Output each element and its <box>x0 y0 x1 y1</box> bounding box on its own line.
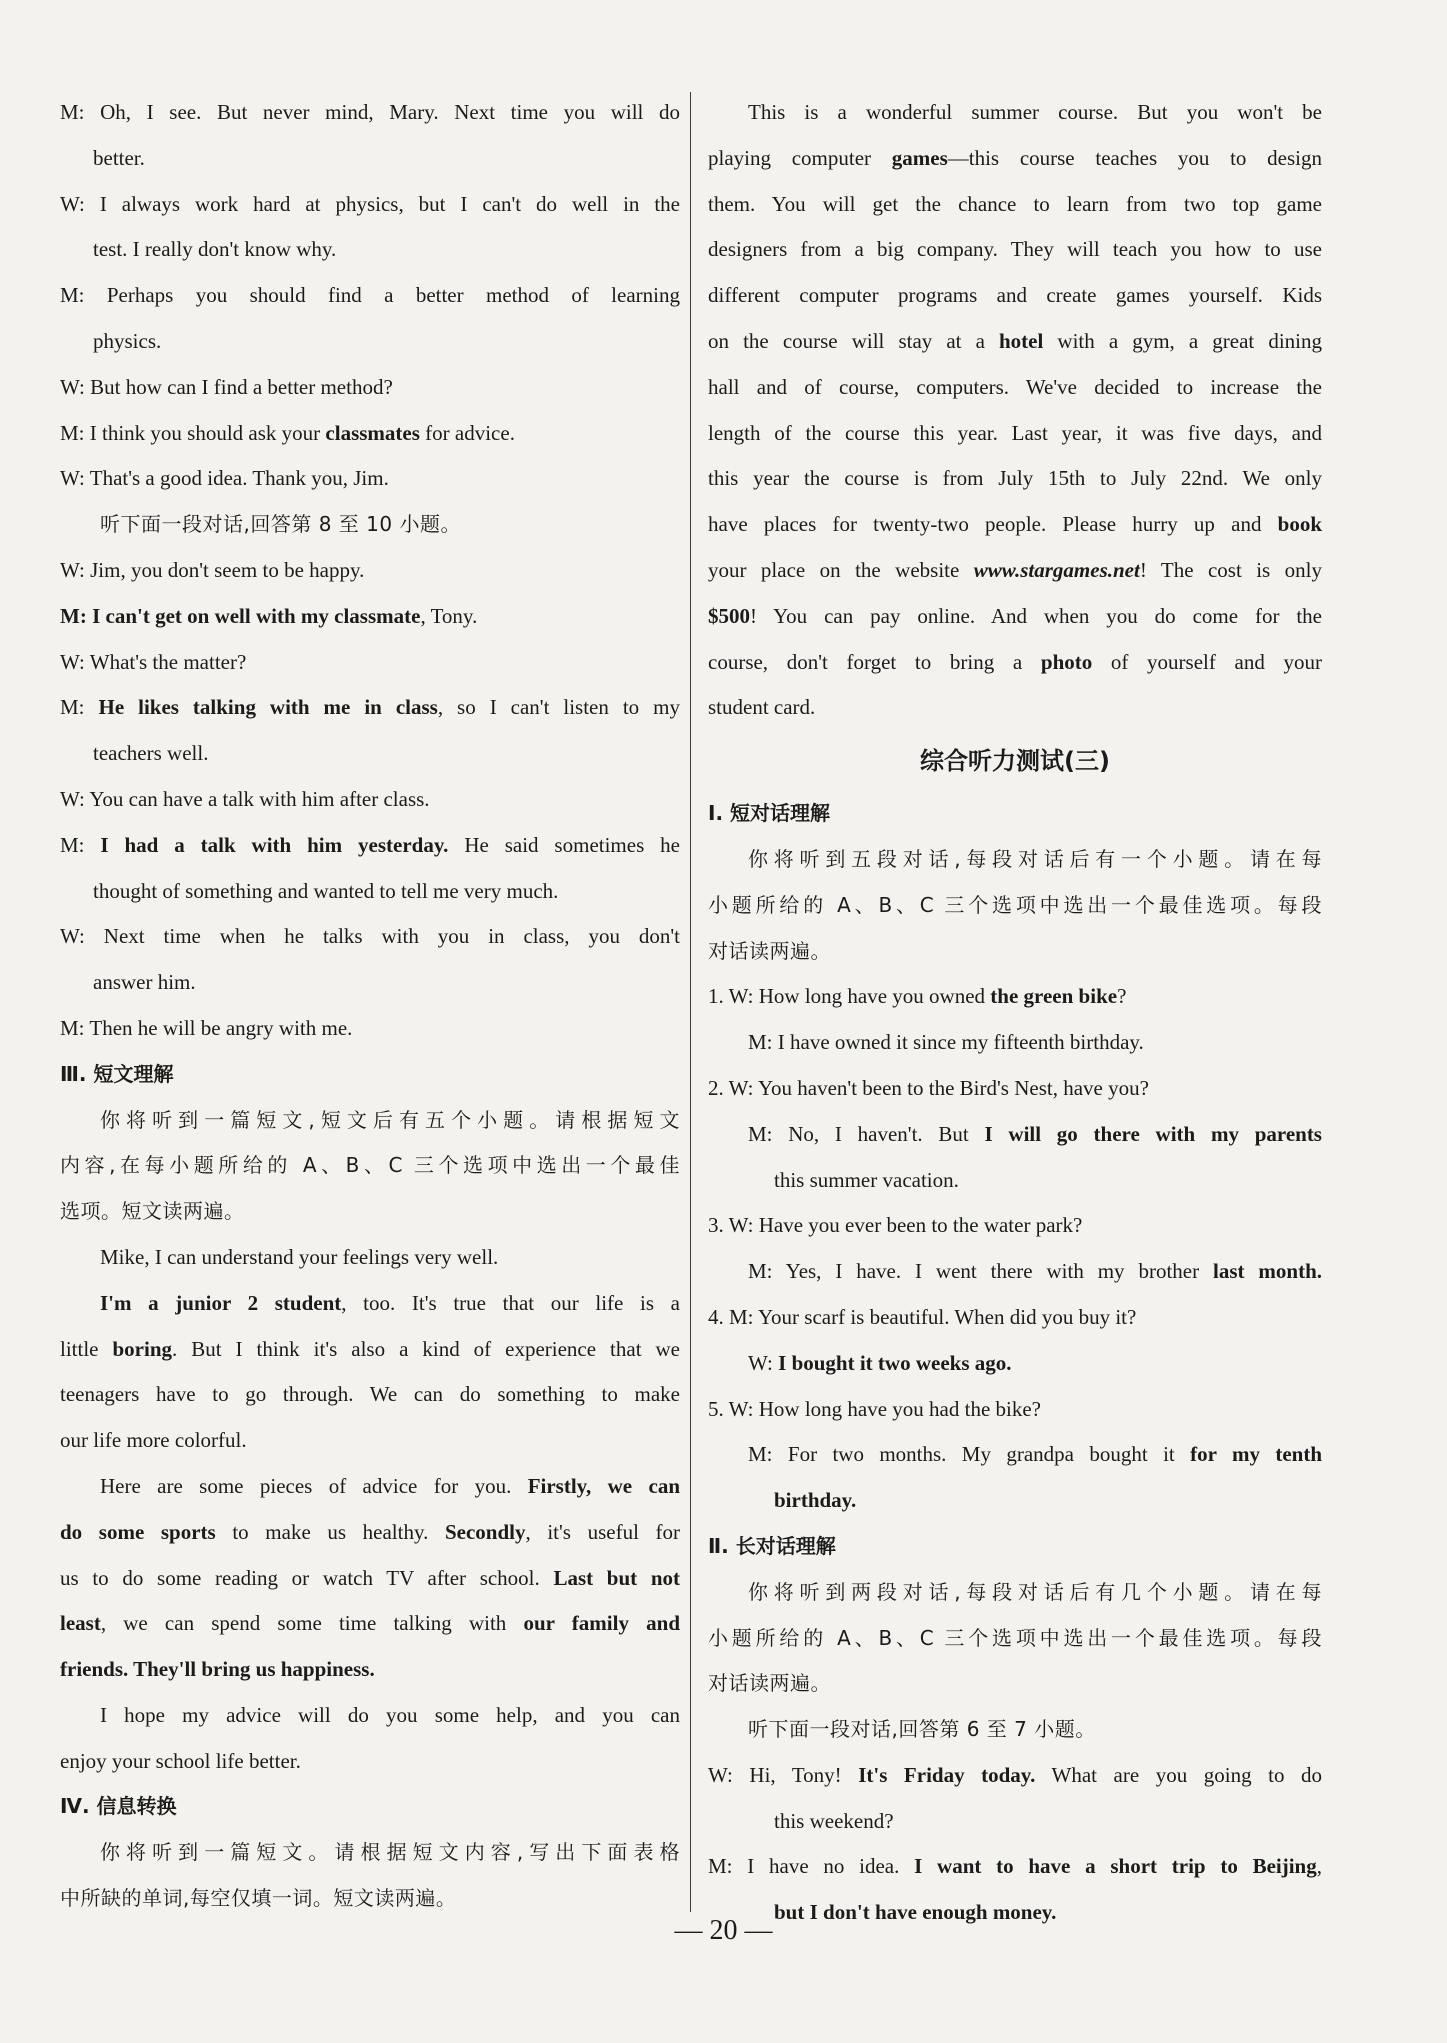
text-line: W: Hi, Tony! It's Friday today. What are you going to do <box>708 1762 1322 1787</box>
text-line: M: No, I haven't. But I will go there with my parents <box>748 1121 1322 1146</box>
instruction-line: 中所缺的单词,每空仅填一词。短文读两遍。 <box>60 1886 457 1911</box>
text-line: us to do some reading or watch TV after school. Last but not <box>60 1565 680 1590</box>
text-line: 1. W: How long have you owned the green bike? <box>708 984 1127 1009</box>
text-line: M: I can't get on well with my classmate, Tony. <box>60 603 478 628</box>
text-line: W: Next time when he talks with you in class, you don't <box>60 924 680 949</box>
text-line: our life more colorful. <box>60 1428 247 1453</box>
text-line: M: I think you should ask your classmates for advice. <box>60 420 515 445</box>
text-line: I'm a junior 2 student, too. It's true that our life is a <box>100 1290 680 1315</box>
text-line: least, we can spend some time talking with our family and <box>60 1611 681 1636</box>
instruction-line: 对话读两遍。 <box>708 938 831 963</box>
instruction-line: 小题所给的 A、B、C 三个选项中选出一个最佳选项。每段 <box>708 892 1322 917</box>
text-line: but I don't have enough money. <box>774 1900 1057 1925</box>
page-number: — 20 — <box>674 1915 773 1946</box>
text-line: friends. They'll bring us happiness. <box>60 1657 375 1682</box>
text-line: Mike, I can understand your feelings very well. <box>100 1244 499 1269</box>
text-line: different computer programs and create games yourself. Kids <box>708 283 1322 308</box>
text-line: I hope my advice will do you some help, and you can <box>100 1702 680 1727</box>
left-column <box>60 90 680 1922</box>
text-line: this summer vacation. <box>774 1167 959 1192</box>
text-line: teachers well. <box>93 741 209 766</box>
text-line: answer him. <box>93 970 196 995</box>
text-line: 2. W: You haven't been to the Bird's Nest, have you? <box>708 1075 1149 1100</box>
text-line: M: For two months. My grandpa bought it for my tenth <box>748 1442 1322 1467</box>
text-line: physics. <box>93 328 162 353</box>
section-heading: Ⅳ. 信息转换 <box>60 1794 177 1819</box>
text-line: This is a wonderful summer course. But you won't be <box>748 100 1322 124</box>
text-line: 4. M: Your scarf is beautiful. When did you buy it? <box>708 1304 1137 1329</box>
text-line: on the course will stay at a hotel with a gym, a great dining <box>708 328 1323 353</box>
text-line: W: That's a good idea. Thank you, Jim. <box>60 466 389 491</box>
text-line: $500! You can pay online. And when you do come for the <box>708 603 1322 628</box>
text-line: 3. W: Have you ever been to the water park? <box>708 1213 1083 1238</box>
text-line: your place on the website www.stargames.net! The cost is only <box>708 557 1322 582</box>
right-column <box>708 90 1322 1936</box>
text-line: M: Yes, I have. I went there with my brother last month. <box>748 1259 1322 1284</box>
text-line: W: I always work hard at physics, but I can't do well in the <box>60 191 680 216</box>
text-line: hall and of course, computers. We've decided to increase the <box>708 374 1322 399</box>
instruction-line: 你将听到一篇短文,短文后有五个小题。请根据短文 <box>100 1107 680 1132</box>
text-line: W: You can have a talk with him after class. <box>60 786 430 811</box>
text-line: M: I have no idea. I want to have a short trip to Beijing, <box>708 1854 1322 1879</box>
section-heading: Ⅲ. 短文理解 <box>60 1061 174 1086</box>
text-line: length of the course this year. Last year, it was five days, and <box>708 420 1322 445</box>
text-line: W: But how can I find a better method? <box>60 374 393 399</box>
text-line: little boring. But I think it's also a kind of experience that we <box>60 1336 681 1361</box>
text-line: test. I really don't know why. <box>93 237 337 262</box>
text-line: thought of something and wanted to tell me very much. <box>93 878 559 903</box>
text-line: birthday. <box>774 1488 857 1513</box>
instruction-line: 你将听到一篇短文。请根据短文内容,写出下面表格 <box>100 1840 680 1865</box>
text-line: 5. W: How long have you had the bike? <box>708 1396 1042 1421</box>
section-heading: Ⅱ. 长对话理解 <box>708 1533 836 1558</box>
text-line: this year the course is from July 15th to July 22nd. We only <box>708 466 1322 491</box>
section-heading: Ⅰ. 短对话理解 <box>708 801 831 826</box>
text-line: this weekend? <box>774 1808 894 1833</box>
text-line: W: I bought it two weeks ago. <box>748 1350 1012 1375</box>
text-line: course, don't forget to bring a photo of yourself and your <box>708 649 1323 674</box>
text-line: enjoy your school life better. <box>60 1748 301 1773</box>
text-line: designers from a big company. They will teach you how to use <box>708 237 1322 262</box>
instruction-line: 内容,在每小题所给的 A、B、C 三个选项中选出一个最佳 <box>60 1153 680 1178</box>
instruction-line: 听下面一段对话,回答第 6 至 7 小题。 <box>748 1717 1096 1742</box>
text-line: M: I had a talk with him yesterday. He said sometimes he <box>60 832 680 857</box>
test-title: 综合听力测试(三) <box>920 747 1110 776</box>
instruction-line: 你将听到五段对话,每段对话后有一个小题。请在每 <box>748 846 1322 871</box>
text-line: them. You will get the chance to learn from two top game <box>708 191 1322 216</box>
text-line: have places for twenty-two people. Please hurry up and book <box>708 512 1322 537</box>
instruction-line: 你将听到两段对话,每段对话后有几个小题。请在每 <box>748 1579 1322 1604</box>
text-line: student card. <box>708 695 816 720</box>
text-line: M: He likes talking with me in class, so I can't listen to my <box>60 695 680 720</box>
text-line: M: Oh, I see. But never mind, Mary. Next time you will do <box>60 100 680 124</box>
text-line: W: What's the matter? <box>60 649 247 674</box>
instruction-line: 选项。短文读两遍。 <box>60 1199 245 1224</box>
instruction-line: 听下面一段对话,回答第 8 至 10 小题。 <box>100 512 461 537</box>
text-line: M: I have owned it since my fifteenth birthday. <box>748 1030 1144 1055</box>
text-line: M: Then he will be angry with me. <box>60 1015 353 1040</box>
text-line: do some sports to make us healthy. Secondly, it's useful for <box>60 1519 680 1544</box>
text-line: M: Perhaps you should find a better method of learning <box>60 283 680 308</box>
text-line: better. <box>93 145 145 170</box>
text-line: W: Jim, you don't seem to be happy. <box>60 557 365 582</box>
text-line: teenagers have to go through. We can do something to make <box>60 1382 680 1407</box>
instruction-line: 对话读两遍。 <box>708 1671 831 1696</box>
text-line: Here are some pieces of advice for you. Firstly, we can <box>100 1473 680 1498</box>
column-divider <box>690 92 691 1912</box>
instruction-line: 小题所给的 A、B、C 三个选项中选出一个最佳选项。每段 <box>708 1625 1322 1650</box>
text-line: playing computer games—this course teaches you to design <box>708 145 1322 170</box>
